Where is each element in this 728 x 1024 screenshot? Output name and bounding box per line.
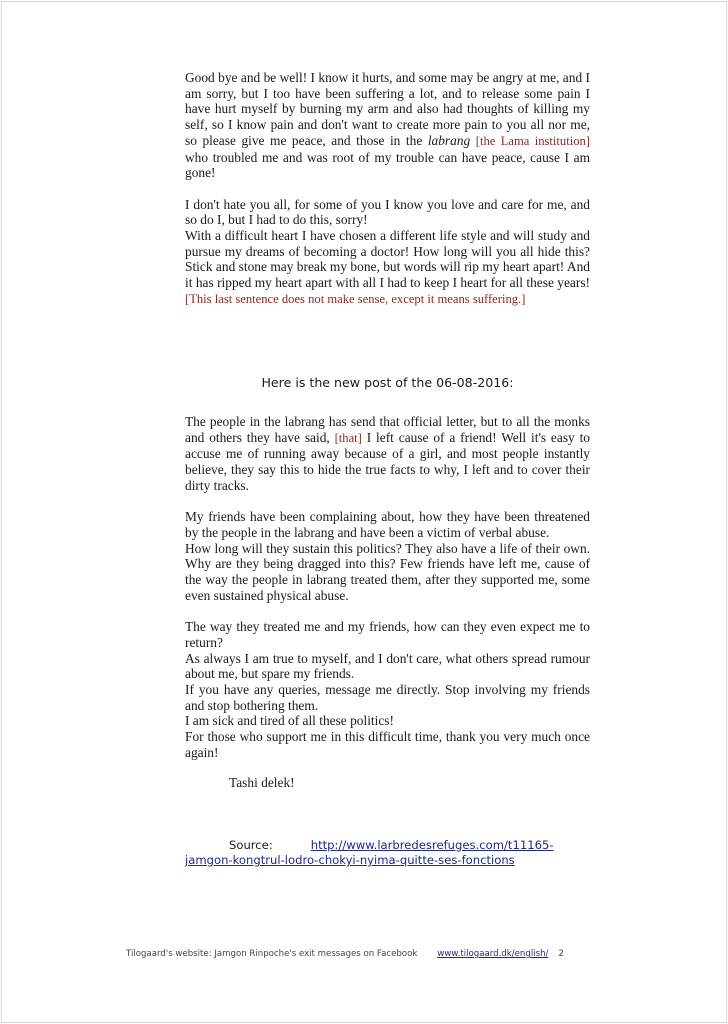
editor-note: [that] [334,430,362,445]
paragraph: The people in the labrang has send that official letter, but to all the monks and others they have said, [that] I left cause of a friend! Well it's easy to accuse me of running away because of a girl, and most people instantly believe, they say this to hide the true facts to why, I left and to cover their dirty tracks. [185,414,590,493]
footer-link[interactable]: www.tilogaard.dk/english/ [437,949,549,959]
paragraph: My friends have been complaining about, how they have been threatened by the people in the labrang and have been a victim of verbal abuse. [185,509,590,540]
letter-section-1 [185,70,590,308]
blank-line [185,181,590,197]
paragraph: Good bye and be well! I know it hurts, and some may be angry at me, and I am sorry, but I too have been suffering a lot, and to release some pain I have hurt myself by burning my arm and also had thoughts of killing my self, so I know pain and don't want to create more pain to you all nor me, so please give me peace, and those in the labrang [the Lama institution] who troubled me and was root of my trouble can have peace, cause I am gone! [185,70,590,181]
source-line [185,838,590,868]
letter-section-2 [185,414,590,760]
editor-note: [This last sentence does not make sense, except it means suffering.] [185,291,526,306]
paragraph: With a difficult heart I have chosen a different life style and will study and pursue my dreams of becoming a doctor! How long will you all hide this? Stick and stone may break my bone, but words will rip my heart apart! And it has ripped my heart apart with all I had to keep I heart for all these years! [This last sentence does not make sense, except it means suffering.] [185,228,590,306]
paragraph: How long will they sustain this politics? They also have a life of their own. Why are they being dragged into this? Few friends have left me, cause of the way the people in labrang treated them, after they supported me, some even sustained physical abuse. [185,540,590,603]
blank-line [185,603,590,619]
paragraph: I don't hate you all, for some of you I know you love and care for me, and so do I, but I had to do this, sorry! [185,196,590,228]
closing-greeting: Tashi delek! [229,775,295,790]
source-link[interactable]: http://www.larbredesrefuges.com/t11165-jamgon-kongtrul-lodro-chokyi-nyima-quitte-ses-fonctions [185,838,554,867]
footer-text: Tilogaard's website: Jamgon Rinpoche's exit messages on Facebook [126,949,418,959]
italic-term: labrang [427,132,471,148]
post-heading: Here is the new post of the 06-08-2016: [261,375,514,390]
page-number: 2 [558,949,564,959]
paragraph: The way they treated me and my friends, how can they even expect me to return? [185,619,590,650]
paragraph: As always I am true to myself, and I don't care, what others spread rumour about me, but spare my friends. [185,650,590,682]
source-label: Source: [229,838,273,852]
paragraph: For those who support me in this difficult time, thank you very much once again! [185,729,590,760]
blank-line [185,494,590,510]
page-footer [126,949,564,959]
editor-note: [the Lama institution] [475,133,590,148]
paragraph: If you have any queries, message me directly. Stop involving my friends and stop bothering them. [185,681,590,713]
paragraph: I am sick and tired of all these politics! [185,713,394,729]
